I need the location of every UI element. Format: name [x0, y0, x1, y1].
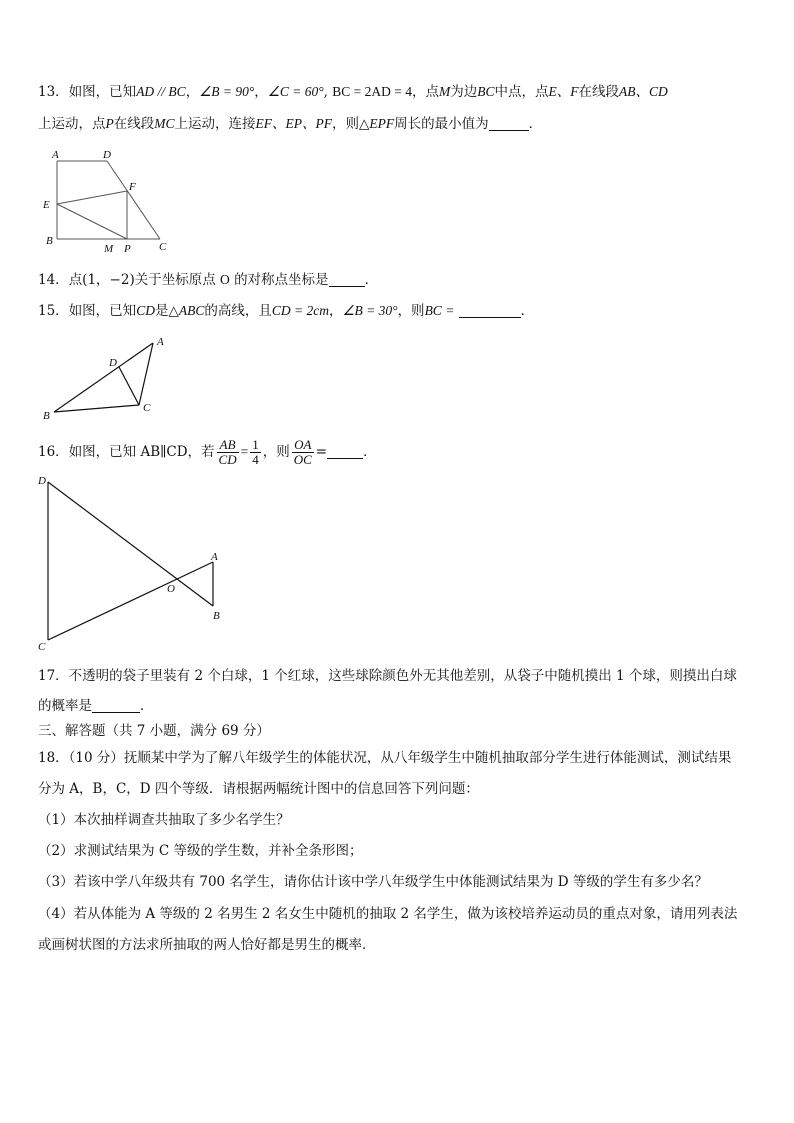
answer-blank-15[interactable]	[459, 303, 521, 318]
q15-figure	[40, 333, 175, 423]
q15-line: 15．如图，已知CD是△ABC的高线，且CD = 2cm，∠B = 30°，则BC = ．	[38, 303, 535, 319]
q13-label-F: F	[129, 181, 136, 193]
q17-line2: 的概率是 ．	[38, 698, 154, 714]
fraction-one-quarter: $\frac{1}{4}$	[252, 437, 259, 467]
q14-line: 14．点(1，−2)关于坐标原点 O 的对称点坐标是 ．	[38, 272, 379, 288]
q15-label-C: C	[143, 402, 151, 414]
q13-label-P: P	[124, 243, 131, 255]
q17-line1: 17．不透明的袋子里装有 2 个白球，1 个红球，这些球除颜色外无其他差别，从袋子中随机摸出 1 个球，则摸出白球	[38, 668, 737, 684]
section-heading-3: 三、解答题（共 7 小题，满分 69 分）	[38, 723, 270, 739]
q18-part2: （2）求测试结果为 C 等级的学生数，并补全条形图；	[38, 843, 363, 859]
q18-line2: 分为 A，B，C，D 四个等级．请根据两幅统计图中的信息回答下列问题：	[38, 781, 479, 797]
q18-line1: 18．（10 分）抚顺某中学为了解八年级学生的体能状况，从八年级学生中随机抽取部分学生进行体能测试，测试结果	[38, 750, 732, 766]
q16-label-D: D	[38, 475, 46, 487]
q18-part4-line2: 或画树状图的方法求所抽取的两人恰好都是男生的概率．	[38, 937, 376, 953]
q16-label-C: C	[38, 641, 46, 653]
fraction-oa-oc: $\frac{OA}{OC}$	[293, 437, 312, 467]
q13-line1: 13．如图，已知AD // BC，∠B = 90°，∠C = 60°, BC = 2AD = 4，点M为边BC中点，点E、F在线段AB、CD	[38, 84, 668, 100]
q13-label-C: C	[159, 241, 167, 253]
q15-label-B: B	[43, 410, 50, 422]
answer-blank-17[interactable]	[92, 698, 140, 713]
q15-label-D: D	[109, 357, 117, 369]
q13-line2: 上运动，点P在线段MC上运动，连接EF、EP、PF，则△EPF周长的最小值为 ．	[38, 116, 543, 132]
q16-figure	[36, 472, 231, 657]
q15-label-A: A	[157, 336, 164, 348]
q13-label-M: M	[104, 243, 114, 255]
q16-label-O: O	[167, 583, 175, 595]
q13-label-D: D	[103, 149, 111, 161]
q16-label-A: A	[211, 551, 218, 563]
q13-label-A: A	[52, 149, 59, 161]
answer-blank-16[interactable]	[327, 444, 363, 459]
answer-blank-14[interactable]	[329, 272, 365, 287]
q13-label-E: E	[43, 199, 50, 211]
fraction-ab-cd: $\frac{AB}{CD}$	[218, 437, 237, 467]
q18-part3: （3）若该中学八年级共有 700 名学生，请你估计该中学八年级学生中体能测试结果为 D 等级的学生有多少名？	[38, 874, 708, 890]
q18-part4-line1: （4）若从体能为 A 等级的 2 名男生 2 名女生中随机的抽取 2 名学生，做为该校培养运动员的重点对象，请用列表法	[38, 906, 738, 922]
q18-part1: （1）本次抽样调查共抽取了多少名学生？	[38, 812, 290, 828]
q13-figure	[38, 146, 178, 254]
answer-blank-13[interactable]	[489, 116, 529, 131]
q16-label-B: B	[213, 610, 220, 622]
q16-line: 16．如图，已知 AB∥CD，若 $\frac{AB}{CD}$ = $\frac{1}{4}$ ，则 $\frac{OA}{OC}$ = ．	[38, 437, 377, 467]
q13-label-B: B	[46, 235, 53, 247]
